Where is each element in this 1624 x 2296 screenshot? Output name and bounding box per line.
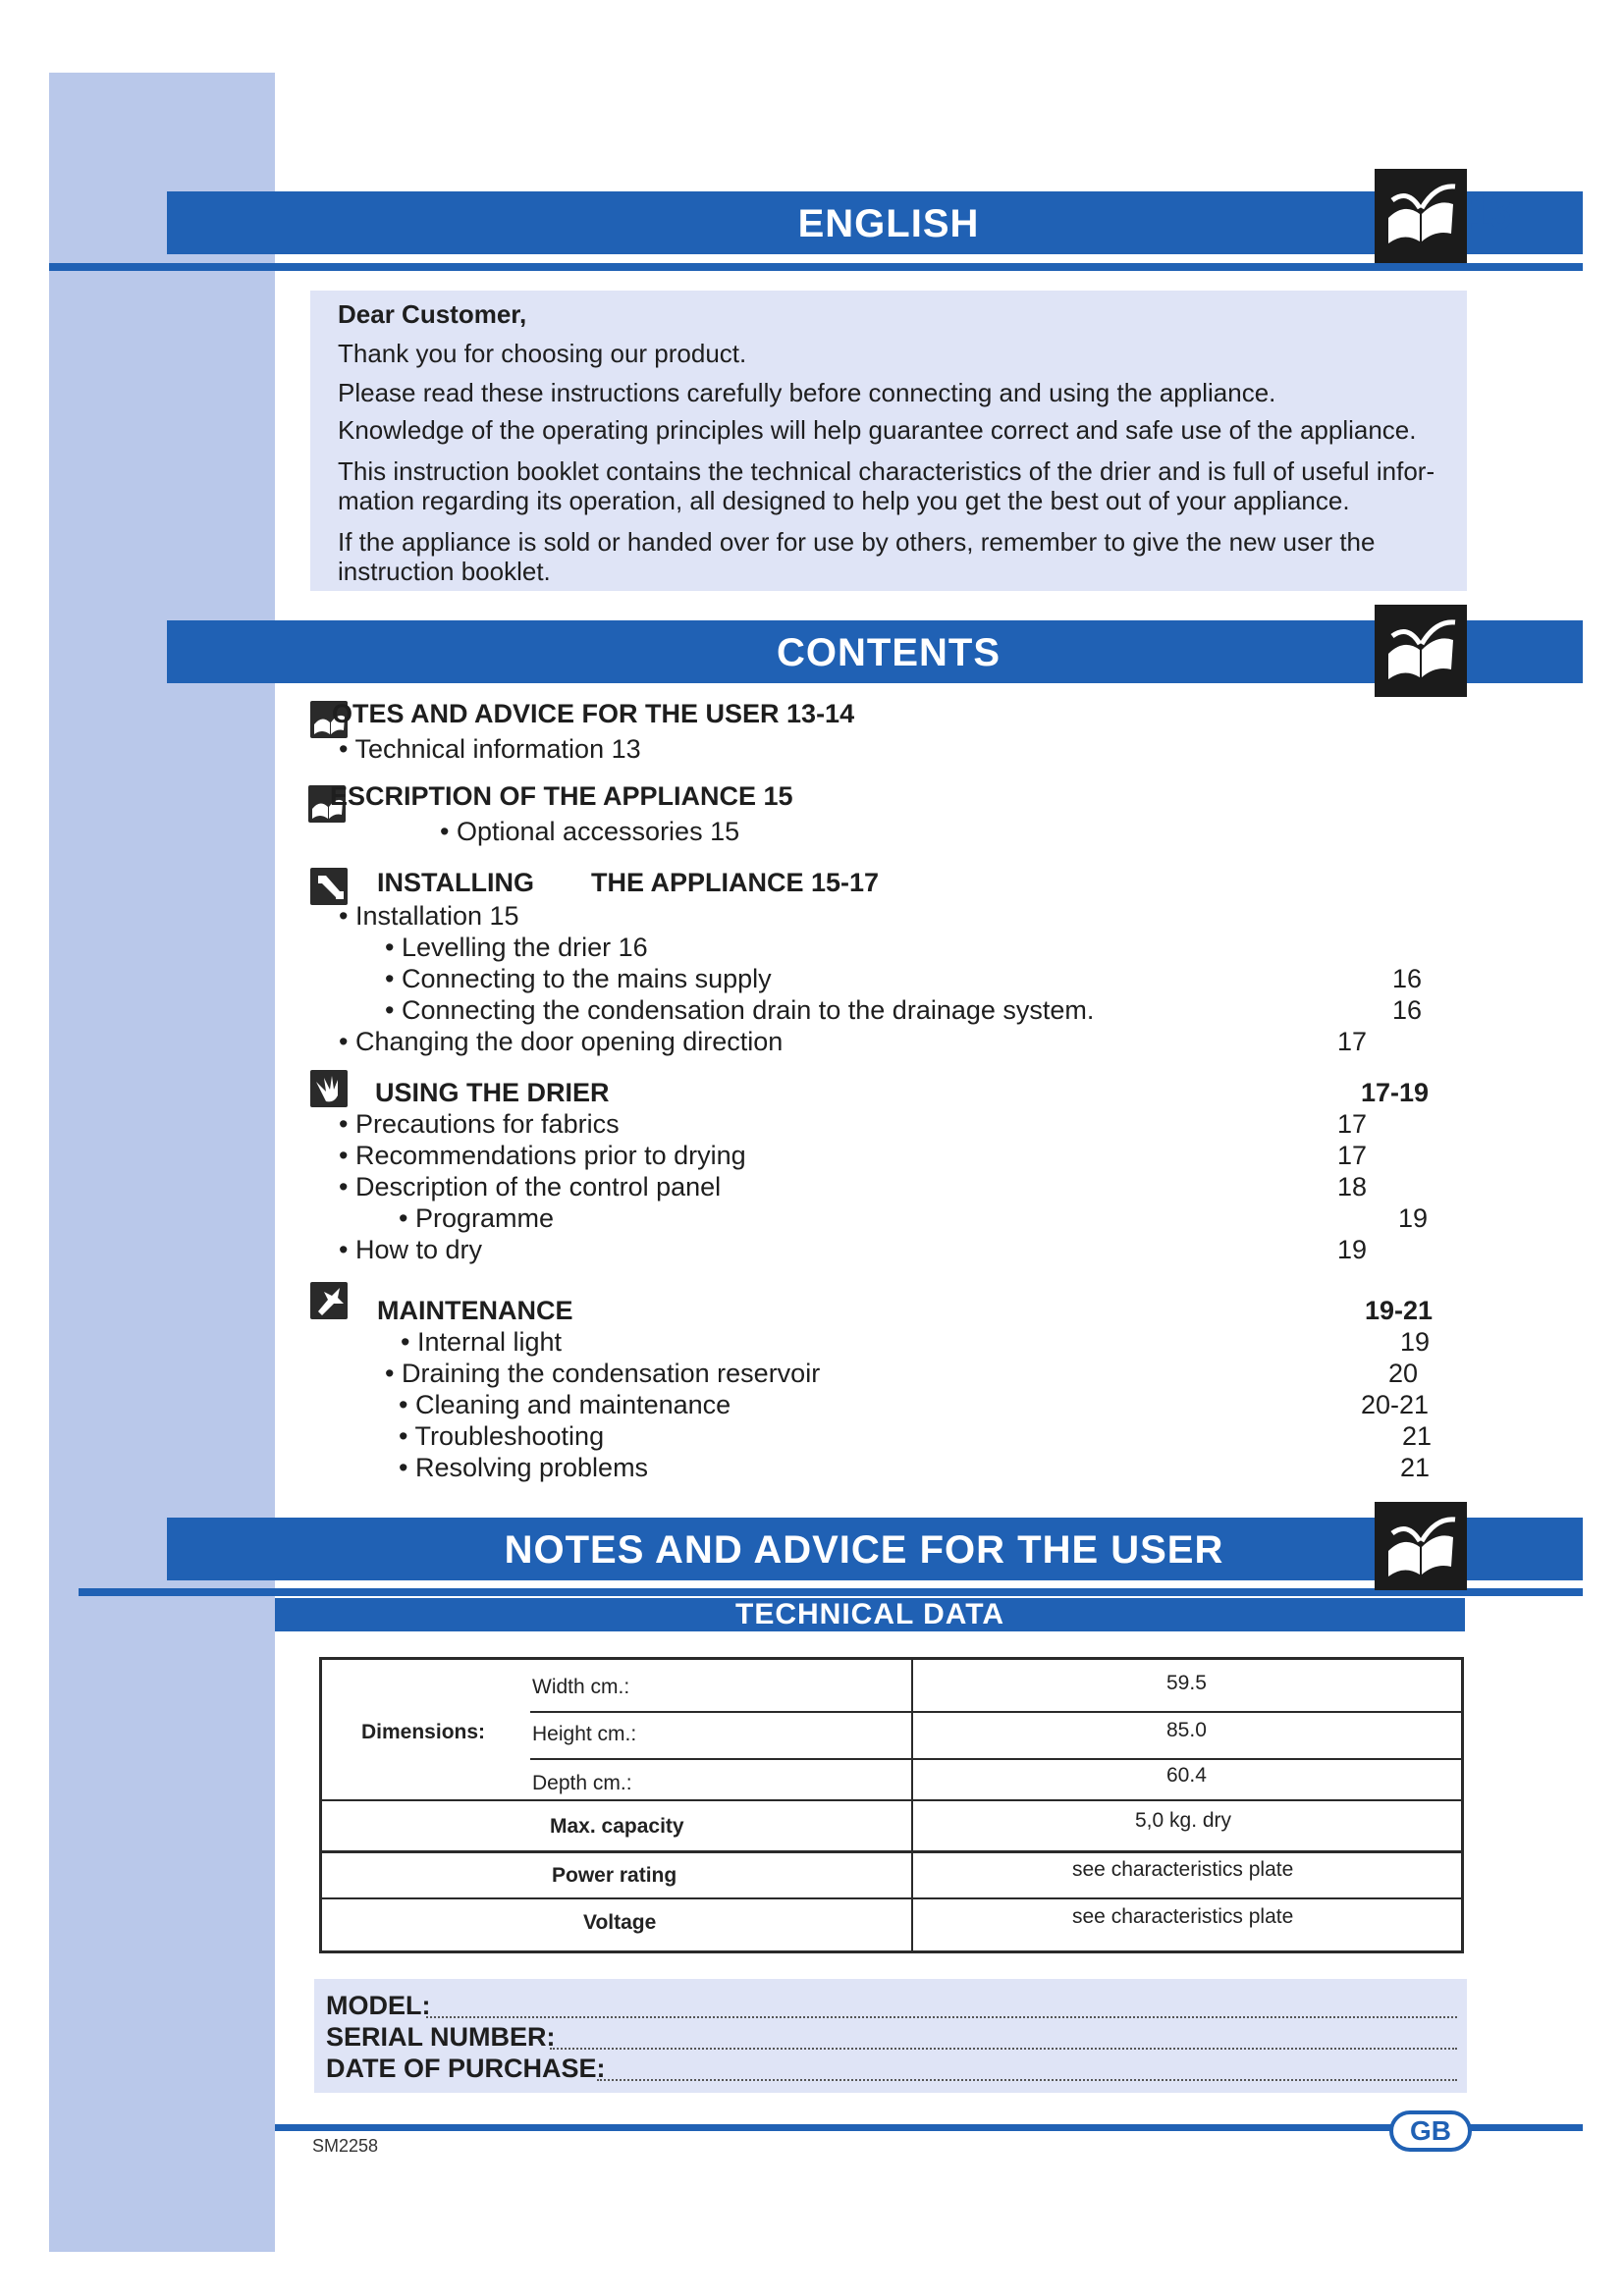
greeting-line: If the appliance is sold or handed over for use by others, remember to give the new user the — [338, 527, 1376, 557]
depth-value: 60.4 — [1166, 1764, 1207, 1787]
toc-page-number: 20-21 — [1361, 1390, 1430, 1419]
toc-using-heading: USING THE DRIER — [375, 1078, 610, 1107]
toc-page-number: 17 — [1337, 1109, 1368, 1139]
toc-item: • Programme — [399, 1203, 554, 1233]
english-header-bar — [167, 191, 1583, 254]
contents-header-bar — [167, 620, 1583, 683]
toc-page-number: 21 — [1400, 1453, 1431, 1482]
dimensions-label: Dimensions: — [361, 1721, 486, 1743]
toc-item: • Installation 15 — [339, 901, 519, 931]
toc-item: • Recommendations prior to drying — [339, 1141, 746, 1170]
toc-page-number: 19 — [1398, 1203, 1429, 1233]
depth-label: Depth cm.: — [532, 1772, 632, 1794]
maintenance-icon — [310, 1282, 348, 1319]
open-book-icon — [1375, 1502, 1467, 1590]
greeting-line: Thank you for choosing our product. — [338, 339, 747, 368]
wrench-icon — [310, 868, 348, 905]
toc-notes-heading: OTES AND ADVICE FOR THE USER 13-14 — [332, 699, 855, 728]
table-divider — [530, 1758, 1461, 1760]
capacity-value: 5,0 kg. dry — [1135, 1809, 1232, 1832]
width-value: 59.5 — [1166, 1672, 1207, 1694]
toc-installing-heading-b: THE APPLIANCE 15-17 — [591, 868, 880, 897]
toc-item: • Optional accessories 15 — [440, 817, 740, 846]
date-fill-line — [597, 2079, 1457, 2081]
toc-item: • Internal light — [401, 1327, 563, 1357]
document-code: SM2258 — [312, 2136, 379, 2156]
open-book-icon — [1375, 169, 1467, 263]
width-label: Width cm.: — [532, 1676, 630, 1698]
toc-page-number: 20 — [1388, 1359, 1419, 1388]
model-fill-line — [426, 2016, 1457, 2018]
toc-item: • Technical information 13 — [339, 734, 641, 764]
greeting-salutation: Dear Customer, — [338, 299, 527, 329]
table-divider — [322, 1799, 1461, 1801]
technical-data-table — [319, 1657, 1464, 1953]
power-label: Power rating — [552, 1864, 677, 1887]
table-divider — [530, 1711, 1461, 1713]
toc-installing-heading-a: INSTALLING — [377, 868, 534, 897]
height-label: Height cm.: — [532, 1723, 637, 1745]
english-title: ENGLISH — [797, 202, 980, 245]
left-sidebar-band — [49, 73, 275, 2252]
table-divider — [911, 1660, 913, 1950]
toc-item: • Troubleshooting — [399, 1421, 605, 1451]
greeting-line: This instruction booklet contains the technical characteristics of the drier and is full of useful infor- — [338, 456, 1435, 486]
toc-page-number: 16 — [1392, 964, 1423, 993]
toc-item: • Levelling the drier 16 — [385, 933, 648, 962]
toc-page-number: 18 — [1337, 1172, 1368, 1201]
technical-data-subtitle: TECHNICAL DATA — [275, 1598, 1465, 1631]
height-value: 85.0 — [1166, 1719, 1207, 1741]
toc-item: • Description of the control panel — [339, 1172, 722, 1201]
toc-item: • Cleaning and maintenance — [399, 1390, 731, 1419]
record-panel — [314, 1979, 1467, 2093]
hand-icon — [310, 1070, 348, 1107]
greeting-panel — [310, 291, 1467, 591]
voltage-label: Voltage — [583, 1911, 657, 1934]
notes-rule — [79, 1588, 1583, 1596]
toc-item: • Changing the door opening direction — [339, 1027, 784, 1056]
notes-title: NOTES AND ADVICE FOR THE USER — [504, 1528, 1224, 1572]
toc-page-number: 19 — [1400, 1327, 1431, 1357]
toc-item: • Precautions for fabrics — [339, 1109, 620, 1139]
language-badge: GB — [1389, 2110, 1472, 2152]
toc-maintenance-heading: MAINTENANCE — [377, 1296, 573, 1325]
page-number: 13 — [1469, 184, 1512, 240]
toc-description-heading: ESCRIPTION OF THE APPLIANCE 15 — [330, 781, 793, 811]
power-value: see characteristics plate — [1072, 1858, 1294, 1881]
greeting-line: instruction booklet. — [338, 557, 551, 586]
table-divider — [322, 1897, 1461, 1899]
table-divider — [322, 1850, 1461, 1853]
toc-item: • Connecting the condensation drain to the drainage system. — [385, 995, 1095, 1025]
toc-page-number: 21 — [1402, 1421, 1433, 1451]
toc-item: • Resolving problems — [399, 1453, 649, 1482]
toc-item: • Draining the condensation reservoir — [385, 1359, 821, 1388]
header-rule — [49, 263, 1583, 271]
capacity-label: Max. capacity — [550, 1815, 684, 1838]
toc-page-number: 16 — [1392, 995, 1423, 1025]
model-label: MODEL: — [326, 1991, 431, 2020]
toc-page-number: 19-21 — [1365, 1296, 1434, 1325]
footer-rule — [275, 2124, 1583, 2131]
serial-number-label: SERIAL NUMBER: — [326, 2022, 556, 2052]
greeting-line: Knowledge of the operating principles will help guarantee correct and safe use of the appliance. — [338, 415, 1417, 445]
contents-title: CONTENTS — [777, 631, 1001, 674]
greeting-line: Please read these instructions carefully before connecting and using the appliance. — [338, 378, 1276, 407]
toc-page-number: 17 — [1337, 1027, 1368, 1056]
voltage-value: see characteristics plate — [1072, 1905, 1294, 1928]
serial-fill-line — [550, 2048, 1457, 2050]
toc-item: • Connecting to the mains supply — [385, 964, 772, 993]
toc-page-number: 19 — [1337, 1235, 1368, 1264]
open-book-icon — [1375, 605, 1467, 697]
toc-page-number: 17-19 — [1361, 1078, 1430, 1107]
toc-page-number: 17 — [1337, 1141, 1368, 1170]
date-of-purchase-label: DATE OF PURCHASE: — [326, 2054, 606, 2083]
notes-header-bar — [167, 1518, 1583, 1580]
greeting-line: mation regarding its operation, all designed to help you get the best out of your appliance. — [338, 486, 1350, 515]
toc-item: • How to dry — [339, 1235, 482, 1264]
